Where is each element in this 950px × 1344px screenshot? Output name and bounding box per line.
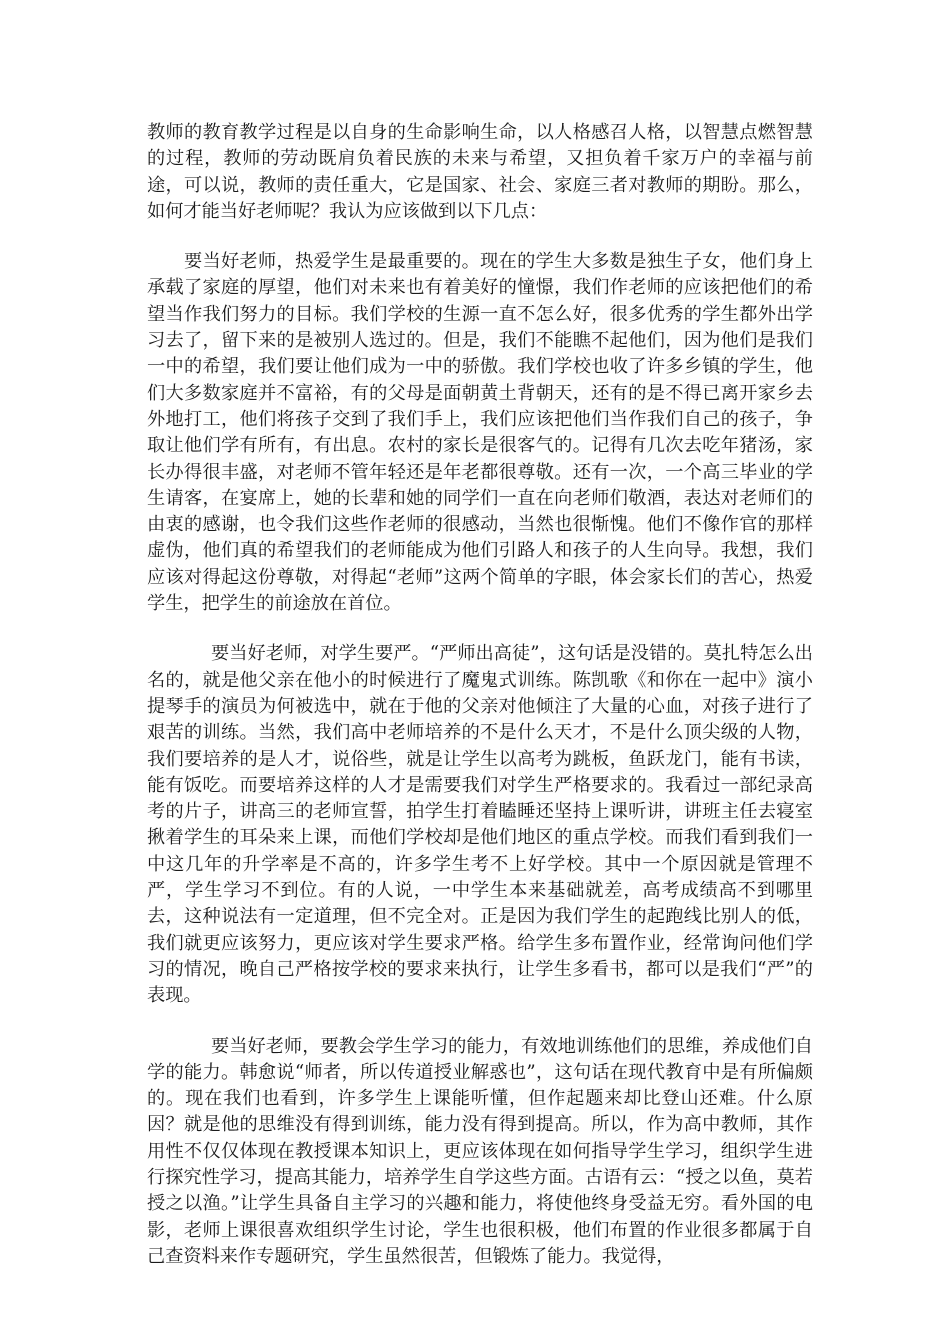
document-body	[147, 120, 813, 1294]
paragraph-teach-learning-ability: 要当好老师，要教会学生学习的能力，有效地训练他们的思维，养成他们自学的能力。韩愈说“师者，所以传道授业解惑也”，这句话在现代教育中是有所偏颇的。现在我们也看到，许多学生上课能听懂，但作起题来却比登山还难。什么原因？就是他的思维没有得到训练，能力没有得到提高。所以，作为高中教师，其作用性不仅仅体现在教授课本知识上，更应该体现在如何指导学生学习，组织学生进行探究性学习，提高其能力，培养学生自学这些方面。古语有云：“授之以鱼，莫若授之以渔。”让学生具备自主学习的兴趣和能力，将使他终身受益无穷。看外国的电影，老师上课很喜欢组织学生讨论，学生也很积极，他们布置的作业很多都属于自己查资料来作专题研究，学生虽然很苦，但锻炼了能力。我觉得，	[147, 1035, 813, 1267]
paragraph-strict-with-students: 要当好老师，对学生要严。“严师出高徒”，这句话是没错的。莫扎特怎么出名的，就是他父亲在他小的时候进行了魔鬼式训练。陈凯歌《和你在一起中》演小提琴手的演员为何被选中，就在于他的父亲对他倾注了大量的心血，对孩子进行了艰苦的训练。当然，我们高中老师培养的不是什么天才，不是什么顶尖级的人物，我们要培养的是人才，说俗些，就是让学生以高考为跳板，鱼跃龙门，能有书读，能有饭吃。而要培养这样的人才是需要我们对学生严格要求的。我看过一部纪录高考的片子，讲高三的老师宣誓，拍学生打着瞌睡还坚持上课听讲，讲班主任去寝室揪着学生的耳朵来上课，而他们学校却是他们地区的重点学校。而我们看到我们一中这几年的升学率是不高的，许多学生考不上好学校。其中一个原因就是管理不严，学生学习不到位。有的人说，一中学生本来基础就差，高考成绩高不到哪里去，这种说法有一定道理，但不完全对。正是因为我们学生的起跑线比别人的低，我们就更应该努力，更应该对学生要求严格。给学生多布置作业，经常询问他们学习的情况，晚自己严格按学校的要求来执行，让学生多看书，都可以是我们“严”的表现。	[147, 643, 813, 1007]
paragraph-intro: 教师的教育教学过程是以自身的生命影响生命，以人格感召人格，以智慧点燃智慧的过程，教师的劳动既肩负着民族的未来与希望，又担负着千家万户的幸福与前途，可以说，教师的责任重大，它是国家、社会、家庭三者对教师的期盼。那么，如何才能当好老师呢？我认为应该做到以下几点：	[147, 122, 813, 222]
paragraph-love-students: 要当好老师，热爱学生是最重要的。现在的学生大多数是独生子女，他们身上承载了家庭的厚望，他们对未来也有着美好的憧憬，我们作老师的应该把他们的希望当作我们努力的目标。我们学校的生源一直不怎么好，很多优秀的学生都外出学习去了，留下来的是被别人选过的。但是，我们不能瞧不起他们，因为他们是我们一中的希望，我们要让他们成为一中的骄傲。我们学校也收了许多乡镇的学生，他们大多数家庭并不富裕，有的父母是面朝黄土背朝天，还有的是不得已离开家乡去外地打工，他们将孩子交到了我们手上，我们应该把他们当作我们自己的孩子，争取让他们学有所有，有出息。农村的家长是很客气的。记得有几次去吃年猪汤，家长办得很丰盛，对老师不管年轻还是年老都很尊敬。还有一次，一个高三毕业的学生请客，在宴席上，她的长辈和她的同学们一直在向老师们敬酒，表达对老师们的由衷的感谢，也令我们这些作老师的很感动，当然也很惭愧。他们不像作官的那样虚伪，他们真的希望我们的老师能成为他们引路人和孩子的人生向导。我想，我们应该对得起这份尊敬，对得起“老师”这两个简单的字眼，体会家长们的苦心，热爱学生，把学生的前途放在首位。	[147, 251, 813, 615]
